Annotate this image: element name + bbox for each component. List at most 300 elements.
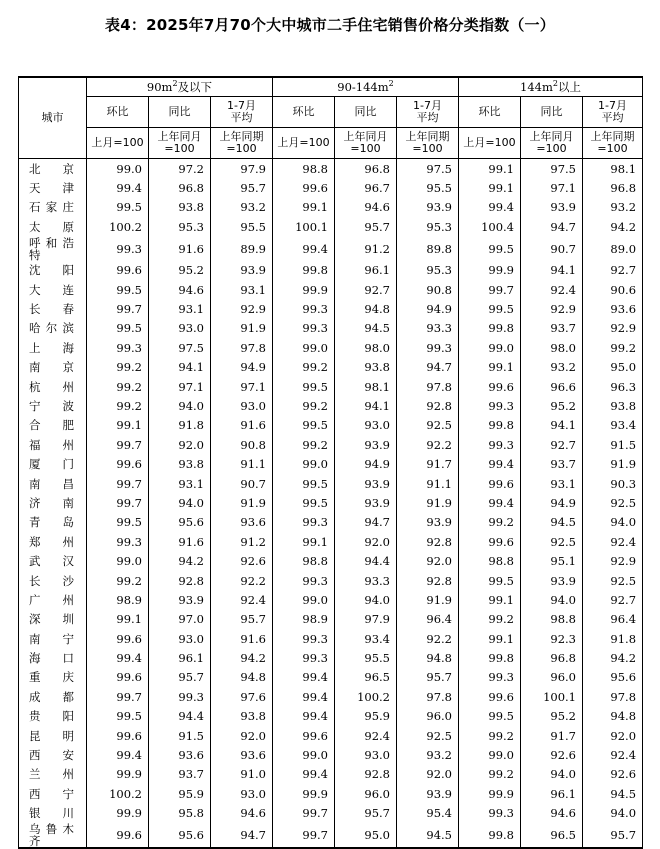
value-cell: 99.0 — [87, 159, 149, 179]
base-header-yoy-90 — [149, 128, 211, 159]
city-cell: 南京 — [19, 358, 87, 377]
value-cell: 98.8 — [459, 551, 521, 570]
sub-header-mom-144: 环比 — [459, 97, 521, 128]
value-cell: 95.5 — [397, 178, 459, 197]
value-cell: 99.6 — [459, 377, 521, 396]
value-cell: 99.3 — [273, 648, 335, 667]
city-column-header: 城市 — [19, 77, 87, 159]
table-row — [19, 178, 643, 197]
value-cell: 92.7 — [521, 435, 583, 454]
base-header-avg-90-144 — [397, 128, 459, 159]
value-cell: 99.4 — [273, 668, 335, 687]
value-cell: 94.9 — [335, 454, 397, 473]
value-cell: 93.8 — [149, 454, 211, 473]
value-cell: 94.5 — [397, 823, 459, 848]
city-cell: 兰州 — [19, 765, 87, 784]
value-cell: 92.0 — [397, 551, 459, 570]
value-cell: 99.6 — [87, 726, 149, 745]
value-cell: 99.1 — [459, 590, 521, 609]
value-cell: 99.2 — [459, 610, 521, 629]
value-cell: 93.6 — [211, 745, 273, 764]
value-cell: 93.8 — [583, 396, 643, 415]
city-cell: 海口 — [19, 648, 87, 667]
value-cell: 91.2 — [211, 532, 273, 551]
value-cell: 99.2 — [87, 358, 149, 377]
city-cell: 昆明 — [19, 726, 87, 745]
value-cell: 93.0 — [335, 745, 397, 764]
value-cell: 93.7 — [521, 319, 583, 338]
value-cell: 99.2 — [87, 396, 149, 415]
value-cell: 94.1 — [521, 261, 583, 280]
group-header-144-sup: 2 — [552, 79, 558, 89]
table-row — [19, 513, 643, 532]
sub-header-avg-90-144-line1: 1-7月 — [413, 99, 442, 112]
value-cell: 90.7 — [521, 237, 583, 261]
group-header-90-144 — [273, 77, 459, 97]
table-row — [19, 237, 643, 261]
value-cell: 99.3 — [459, 435, 521, 454]
value-cell: 96.5 — [521, 823, 583, 848]
value-cell: 99.7 — [87, 435, 149, 454]
value-cell: 93.1 — [211, 280, 273, 299]
value-cell: 99.4 — [87, 648, 149, 667]
value-cell: 92.4 — [583, 532, 643, 551]
value-cell: 100.1 — [521, 687, 583, 706]
value-cell: 97.0 — [149, 610, 211, 629]
value-cell: 94.7 — [521, 217, 583, 236]
value-cell: 99.0 — [459, 338, 521, 357]
value-cell: 99.0 — [273, 338, 335, 357]
value-cell: 94.0 — [521, 590, 583, 609]
table-row — [19, 319, 643, 338]
value-cell: 99.7 — [87, 493, 149, 512]
value-cell: 92.9 — [583, 319, 643, 338]
table-row — [19, 416, 643, 435]
value-cell: 93.3 — [397, 319, 459, 338]
value-cell: 99.0 — [273, 590, 335, 609]
sub-header-mom-90-144: 环比 — [273, 97, 335, 128]
value-cell: 90.8 — [397, 280, 459, 299]
value-cell: 99.5 — [273, 377, 335, 396]
group-header-90 — [87, 77, 273, 97]
value-cell: 97.5 — [397, 159, 459, 179]
page-title: 表4：2025年7月70个大中城市二手住宅销售价格分类指数（一） — [105, 16, 555, 34]
city-cell: 成都 — [19, 687, 87, 706]
city-cell: 深圳 — [19, 610, 87, 629]
city-cell: 南宁 — [19, 629, 87, 648]
city-cell: 西安 — [19, 745, 87, 764]
value-cell: 99.6 — [87, 454, 149, 473]
value-cell: 91.5 — [149, 726, 211, 745]
value-cell: 99.4 — [273, 707, 335, 726]
value-cell: 99.6 — [87, 668, 149, 687]
value-cell: 90.7 — [211, 474, 273, 493]
value-cell: 92.5 — [583, 571, 643, 590]
city-cell: 天津 — [19, 178, 87, 197]
group-header-90-144-prefix: 90-144m — [337, 80, 389, 94]
value-cell: 92.5 — [397, 726, 459, 745]
value-cell: 99.7 — [459, 280, 521, 299]
value-cell: 92.4 — [211, 590, 273, 609]
table-row — [19, 435, 643, 454]
table-row — [19, 338, 643, 357]
group-header-90-prefix: 90m — [146, 80, 173, 94]
value-cell: 94.8 — [335, 299, 397, 318]
value-cell: 99.5 — [273, 416, 335, 435]
value-cell: 99.5 — [273, 493, 335, 512]
value-cell: 99.5 — [87, 280, 149, 299]
value-cell: 94.6 — [335, 198, 397, 217]
city-cell: 福州 — [19, 435, 87, 454]
value-cell: 99.6 — [87, 629, 149, 648]
value-cell: 95.9 — [335, 707, 397, 726]
sub-header-yoy-90-144: 同比 — [335, 97, 397, 128]
base-header-yoy-144-line2: =100 — [536, 142, 567, 155]
value-cell: 92.4 — [335, 726, 397, 745]
value-cell: 94.0 — [149, 396, 211, 415]
value-cell: 99.3 — [87, 237, 149, 261]
value-cell: 94.7 — [397, 358, 459, 377]
group-header-90-suffix: 及以下 — [177, 80, 213, 94]
value-cell: 99.6 — [459, 474, 521, 493]
value-cell: 89.0 — [583, 237, 643, 261]
value-cell: 95.6 — [149, 823, 211, 848]
value-cell: 98.0 — [335, 338, 397, 357]
city-cell: 长春 — [19, 299, 87, 318]
value-cell: 99.9 — [459, 784, 521, 803]
value-cell: 96.0 — [397, 707, 459, 726]
value-cell: 91.7 — [521, 726, 583, 745]
value-cell: 95.6 — [149, 513, 211, 532]
value-cell: 93.2 — [583, 198, 643, 217]
table-row — [19, 358, 643, 377]
value-cell: 99.3 — [273, 319, 335, 338]
value-cell: 94.1 — [521, 416, 583, 435]
value-cell: 92.7 — [335, 280, 397, 299]
base-header-mom-90: 上月=100 — [87, 128, 149, 159]
value-cell: 99.5 — [87, 319, 149, 338]
city-cell: 重庆 — [19, 668, 87, 687]
value-cell: 95.7 — [211, 178, 273, 197]
value-cell: 95.7 — [335, 804, 397, 823]
value-cell: 99.2 — [273, 358, 335, 377]
value-cell: 99.7 — [87, 299, 149, 318]
base-header-row — [19, 128, 643, 159]
city-cell: 合肥 — [19, 416, 87, 435]
value-cell: 93.0 — [211, 784, 273, 803]
value-cell: 93.9 — [335, 435, 397, 454]
base-header-avg-144-line1: 上年同期 — [590, 130, 635, 143]
table-row — [19, 551, 643, 570]
value-cell: 95.7 — [397, 668, 459, 687]
value-cell: 92.6 — [211, 551, 273, 570]
value-cell: 95.1 — [521, 551, 583, 570]
value-cell: 99.2 — [87, 377, 149, 396]
value-cell: 99.7 — [273, 823, 335, 848]
value-cell: 99.3 — [273, 571, 335, 590]
value-cell: 99.5 — [87, 513, 149, 532]
value-cell: 99.1 — [273, 198, 335, 217]
value-cell: 90.8 — [211, 435, 273, 454]
sub-header-yoy-90: 同比 — [149, 97, 211, 128]
sub-header-avg-90-144-line2: 平均 — [416, 111, 439, 124]
city-cell: 大连 — [19, 280, 87, 299]
value-cell: 95.7 — [583, 823, 643, 848]
value-cell: 96.0 — [521, 668, 583, 687]
value-cell: 94.6 — [149, 280, 211, 299]
value-cell: 94.0 — [583, 804, 643, 823]
value-cell: 92.2 — [397, 435, 459, 454]
value-cell: 99.0 — [459, 745, 521, 764]
value-cell: 92.7 — [583, 590, 643, 609]
value-cell: 94.5 — [583, 784, 643, 803]
sub-header-avg-90-line2: 平均 — [230, 111, 253, 124]
value-cell: 92.5 — [583, 493, 643, 512]
table-row — [19, 765, 643, 784]
value-cell: 98.8 — [273, 159, 335, 179]
value-cell: 92.9 — [211, 299, 273, 318]
value-cell: 99.9 — [87, 804, 149, 823]
value-cell: 96.1 — [149, 648, 211, 667]
value-cell: 92.8 — [335, 765, 397, 784]
value-cell: 93.9 — [397, 513, 459, 532]
value-cell: 92.0 — [397, 765, 459, 784]
value-cell: 95.2 — [521, 707, 583, 726]
value-cell: 93.4 — [335, 629, 397, 648]
base-header-avg-90-line1: 上年同期 — [219, 130, 264, 143]
value-cell: 99.8 — [459, 416, 521, 435]
base-header-yoy-90-144-line2: =100 — [350, 142, 381, 155]
sub-header-avg-144-line2: 平均 — [601, 111, 624, 124]
city-cell: 上海 — [19, 338, 87, 357]
value-cell: 99.4 — [459, 493, 521, 512]
base-header-avg-90 — [211, 128, 273, 159]
value-cell: 94.0 — [583, 513, 643, 532]
value-cell: 95.7 — [335, 217, 397, 236]
value-cell: 97.8 — [397, 687, 459, 706]
value-cell: 95.3 — [397, 261, 459, 280]
value-cell: 92.8 — [397, 532, 459, 551]
value-cell: 91.8 — [583, 629, 643, 648]
value-cell: 95.5 — [211, 217, 273, 236]
value-cell: 94.2 — [211, 648, 273, 667]
city-cell: 厦门 — [19, 454, 87, 473]
value-cell: 91.6 — [211, 416, 273, 435]
value-cell: 95.2 — [149, 261, 211, 280]
value-cell: 95.4 — [397, 804, 459, 823]
sub-header-avg-144 — [583, 97, 643, 128]
value-cell: 92.9 — [521, 299, 583, 318]
value-cell: 91.8 — [149, 416, 211, 435]
value-cell: 94.1 — [335, 396, 397, 415]
value-cell: 90.3 — [583, 474, 643, 493]
value-cell: 97.8 — [211, 338, 273, 357]
value-cell: 92.0 — [335, 532, 397, 551]
value-cell: 99.3 — [459, 668, 521, 687]
value-cell: 94.7 — [335, 513, 397, 532]
value-cell: 97.2 — [149, 159, 211, 179]
value-cell: 93.4 — [583, 416, 643, 435]
value-cell: 93.7 — [521, 454, 583, 473]
table-row — [19, 804, 643, 823]
value-cell: 91.5 — [583, 435, 643, 454]
group-header-90-sup: 2 — [172, 79, 178, 89]
value-cell: 92.8 — [149, 571, 211, 590]
base-header-avg-90-line2: =100 — [226, 142, 257, 155]
sub-header-avg-90-line1: 1-7月 — [227, 99, 256, 112]
base-header-yoy-90-line1: 上年同月 — [157, 130, 202, 143]
value-cell: 94.0 — [149, 493, 211, 512]
table-row — [19, 532, 643, 551]
table-row — [19, 745, 643, 764]
table-row — [19, 198, 643, 217]
city-cell: 乌鲁木齐 — [19, 823, 87, 848]
value-cell: 94.7 — [211, 823, 273, 848]
value-cell: 90.6 — [583, 280, 643, 299]
base-header-avg-90-144-line2: =100 — [412, 142, 443, 155]
base-header-avg-90-144-line1: 上年同期 — [405, 130, 450, 143]
value-cell: 93.2 — [397, 745, 459, 764]
value-cell: 99.3 — [273, 513, 335, 532]
value-cell: 99.7 — [87, 687, 149, 706]
value-cell: 100.1 — [273, 217, 335, 236]
sub-header-row — [19, 97, 643, 128]
city-cell: 呼和浩特 — [19, 237, 87, 261]
value-cell: 99.5 — [459, 299, 521, 318]
city-cell: 宁波 — [19, 396, 87, 415]
value-cell: 92.4 — [521, 280, 583, 299]
value-cell: 97.9 — [211, 159, 273, 179]
value-cell: 91.6 — [149, 237, 211, 261]
value-cell: 99.4 — [273, 237, 335, 261]
city-cell: 石家庄 — [19, 198, 87, 217]
value-cell: 94.0 — [335, 590, 397, 609]
table-row — [19, 217, 643, 236]
value-cell: 99.6 — [459, 532, 521, 551]
value-cell: 99.3 — [87, 532, 149, 551]
value-cell: 94.9 — [521, 493, 583, 512]
value-cell: 99.3 — [397, 338, 459, 357]
value-cell: 99.6 — [273, 726, 335, 745]
value-cell: 97.5 — [521, 159, 583, 179]
table-row — [19, 610, 643, 629]
value-cell: 96.6 — [521, 377, 583, 396]
value-cell: 99.6 — [459, 687, 521, 706]
value-cell: 93.7 — [149, 765, 211, 784]
value-cell: 99.5 — [459, 571, 521, 590]
city-cell: 西宁 — [19, 784, 87, 803]
value-cell: 91.6 — [149, 532, 211, 551]
table-row — [19, 687, 643, 706]
value-cell: 96.0 — [335, 784, 397, 803]
value-cell: 93.9 — [397, 784, 459, 803]
base-header-yoy-144-line1: 上年同月 — [529, 130, 574, 143]
value-cell: 93.9 — [335, 474, 397, 493]
value-cell: 93.2 — [211, 198, 273, 217]
value-cell: 99.7 — [87, 474, 149, 493]
value-cell: 99.9 — [273, 784, 335, 803]
value-cell: 96.3 — [583, 377, 643, 396]
value-cell: 92.2 — [211, 571, 273, 590]
city-cell: 哈尔滨 — [19, 319, 87, 338]
value-cell: 99.4 — [87, 178, 149, 197]
value-cell: 94.8 — [211, 668, 273, 687]
table-row — [19, 823, 643, 848]
value-cell: 99.1 — [459, 358, 521, 377]
value-cell: 93.6 — [583, 299, 643, 318]
value-cell: 92.0 — [211, 726, 273, 745]
table-row — [19, 454, 643, 473]
value-cell: 99.3 — [273, 629, 335, 648]
value-cell: 97.8 — [397, 377, 459, 396]
value-cell: 92.6 — [521, 745, 583, 764]
value-cell: 91.9 — [397, 493, 459, 512]
value-cell: 99.3 — [459, 396, 521, 415]
group-header-90-144-sup: 2 — [388, 79, 394, 89]
value-cell: 96.1 — [335, 261, 397, 280]
value-cell: 93.9 — [335, 493, 397, 512]
table-body — [19, 159, 643, 848]
value-cell: 91.1 — [397, 474, 459, 493]
city-cell: 南昌 — [19, 474, 87, 493]
value-cell: 98.1 — [583, 159, 643, 179]
value-cell: 99.0 — [87, 551, 149, 570]
base-header-avg-144 — [583, 128, 643, 159]
value-cell: 92.3 — [521, 629, 583, 648]
value-cell: 94.5 — [335, 319, 397, 338]
value-cell: 92.8 — [397, 396, 459, 415]
value-cell: 97.1 — [211, 377, 273, 396]
value-cell: 95.9 — [149, 784, 211, 803]
value-cell: 91.7 — [397, 454, 459, 473]
value-cell: 100.2 — [335, 687, 397, 706]
value-cell: 92.5 — [521, 532, 583, 551]
table-row — [19, 377, 643, 396]
sub-header-avg-90-144 — [397, 97, 459, 128]
value-cell: 93.8 — [335, 358, 397, 377]
value-cell: 99.3 — [87, 338, 149, 357]
table-row — [19, 396, 643, 415]
city-cell: 武汉 — [19, 551, 87, 570]
base-header-mom-144: 上月=100 — [459, 128, 521, 159]
value-cell: 96.8 — [149, 178, 211, 197]
value-cell: 98.1 — [335, 377, 397, 396]
value-cell: 93.1 — [149, 299, 211, 318]
value-cell: 96.4 — [583, 610, 643, 629]
value-cell: 99.4 — [273, 687, 335, 706]
value-cell: 94.8 — [583, 707, 643, 726]
table-row — [19, 493, 643, 512]
value-cell: 93.9 — [521, 571, 583, 590]
value-cell: 99.1 — [459, 178, 521, 197]
value-cell: 99.7 — [273, 804, 335, 823]
value-cell: 92.7 — [583, 261, 643, 280]
value-cell: 99.2 — [459, 765, 521, 784]
value-cell: 91.9 — [211, 319, 273, 338]
value-cell: 98.0 — [521, 338, 583, 357]
value-cell: 99.3 — [149, 687, 211, 706]
value-cell: 97.1 — [521, 178, 583, 197]
value-cell: 91.1 — [211, 454, 273, 473]
city-cell: 太原 — [19, 217, 87, 236]
value-cell: 99.2 — [273, 435, 335, 454]
city-cell: 贵阳 — [19, 707, 87, 726]
table-row — [19, 571, 643, 590]
value-cell: 97.9 — [335, 610, 397, 629]
value-cell: 89.9 — [211, 237, 273, 261]
value-cell: 91.6 — [211, 629, 273, 648]
value-cell: 98.9 — [273, 610, 335, 629]
